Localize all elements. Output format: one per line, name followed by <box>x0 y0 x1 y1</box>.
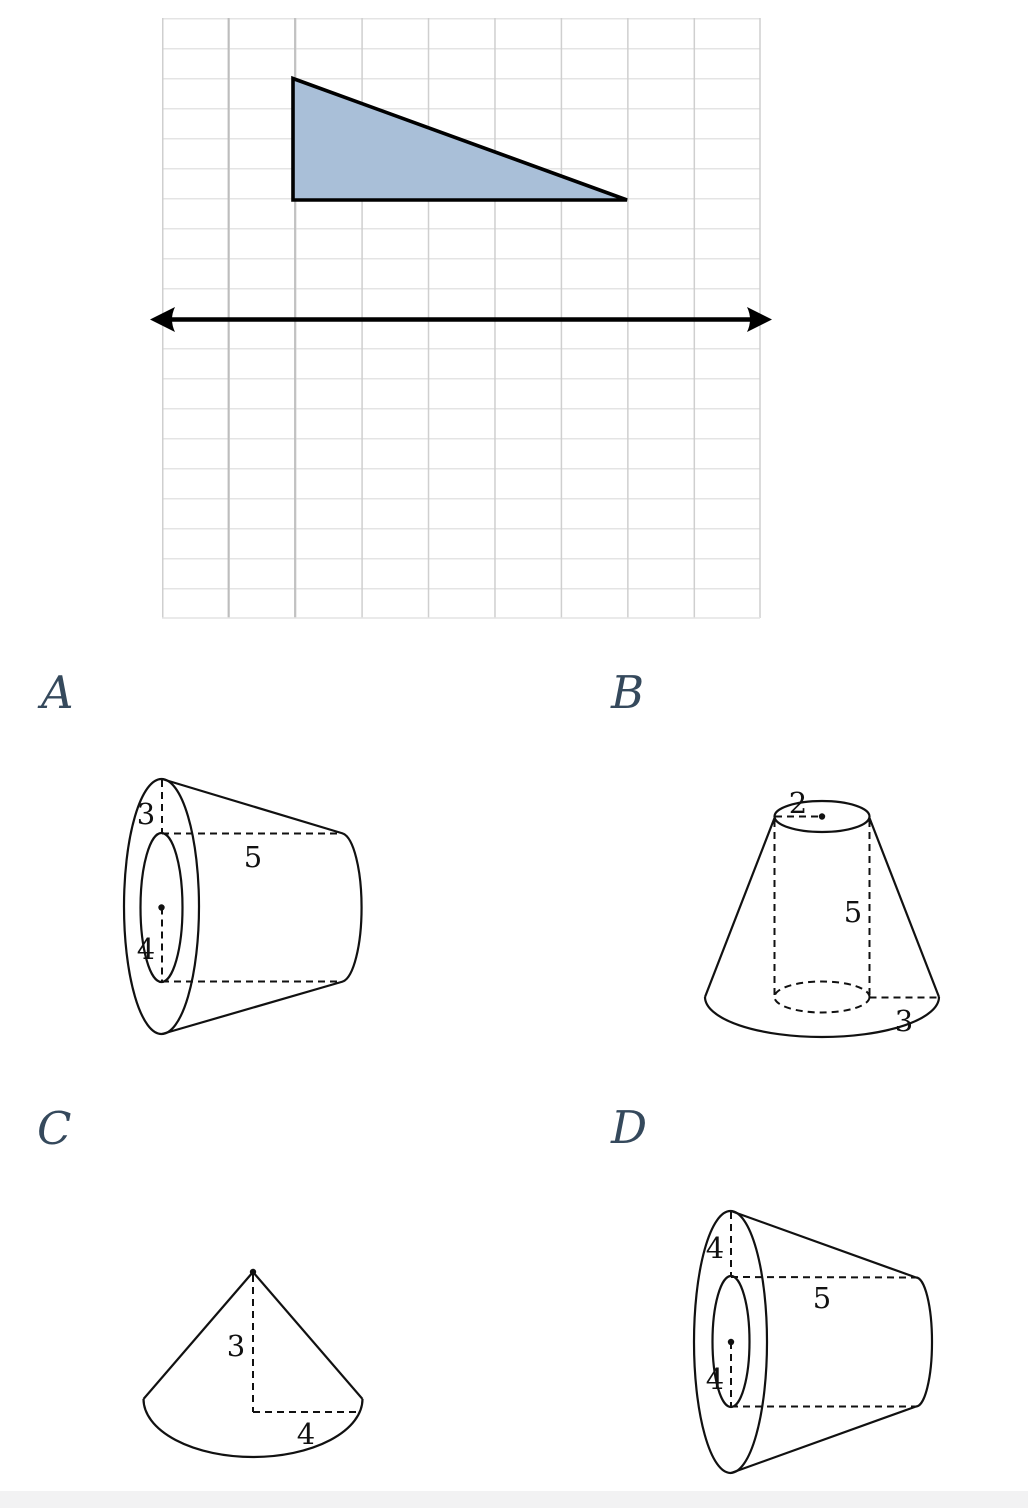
option-c-letter: C <box>37 1102 72 1155</box>
dim-ring: 3 <box>894 1004 914 1038</box>
option-c-figure <box>144 1269 363 1457</box>
dim-length: 5 <box>812 1281 832 1315</box>
dashed-length-top-line <box>731 1277 916 1278</box>
option-b-letter: B <box>611 666 645 719</box>
center-dot <box>728 1339 734 1345</box>
slant-edge-bottom <box>731 1407 916 1474</box>
slant-edge-right <box>870 818 940 997</box>
dim-ring: 4 <box>705 1231 725 1265</box>
dim-top-radius: 2 <box>788 786 808 820</box>
center-dot <box>158 904 164 910</box>
option-b-figure <box>705 786 939 1038</box>
center-dot <box>819 813 825 819</box>
option-choice-d[interactable] <box>610 1101 932 1473</box>
option-d-figure <box>694 1211 932 1473</box>
apex-dot <box>250 1269 256 1275</box>
dim-radius: 4 <box>296 1417 316 1451</box>
dim-height: 3 <box>226 1329 246 1363</box>
slant-edge-top <box>162 779 343 834</box>
slant-edge-top <box>731 1211 916 1278</box>
option-choice-c[interactable] <box>37 1102 363 1457</box>
dim-height: 5 <box>843 895 863 929</box>
slant-edge-left <box>705 818 775 997</box>
option-d-letter: D <box>611 1101 648 1154</box>
right-end-arc <box>343 834 362 982</box>
option-choice-b[interactable] <box>610 666 939 1038</box>
dim-radius: 4 <box>705 1362 725 1396</box>
right-end-arc <box>916 1278 932 1407</box>
dim-length: 5 <box>243 840 263 874</box>
option-a-letter: A <box>41 666 74 719</box>
dashed-cylinder-base-ellipse <box>775 982 870 1013</box>
slant-edge-right <box>253 1272 363 1399</box>
option-choice-a[interactable] <box>37 666 362 1034</box>
bottom-strip <box>0 1491 1028 1508</box>
option-a-figure <box>124 779 362 1034</box>
dim-ring: 3 <box>136 797 156 831</box>
dim-radius: 4 <box>136 932 156 966</box>
